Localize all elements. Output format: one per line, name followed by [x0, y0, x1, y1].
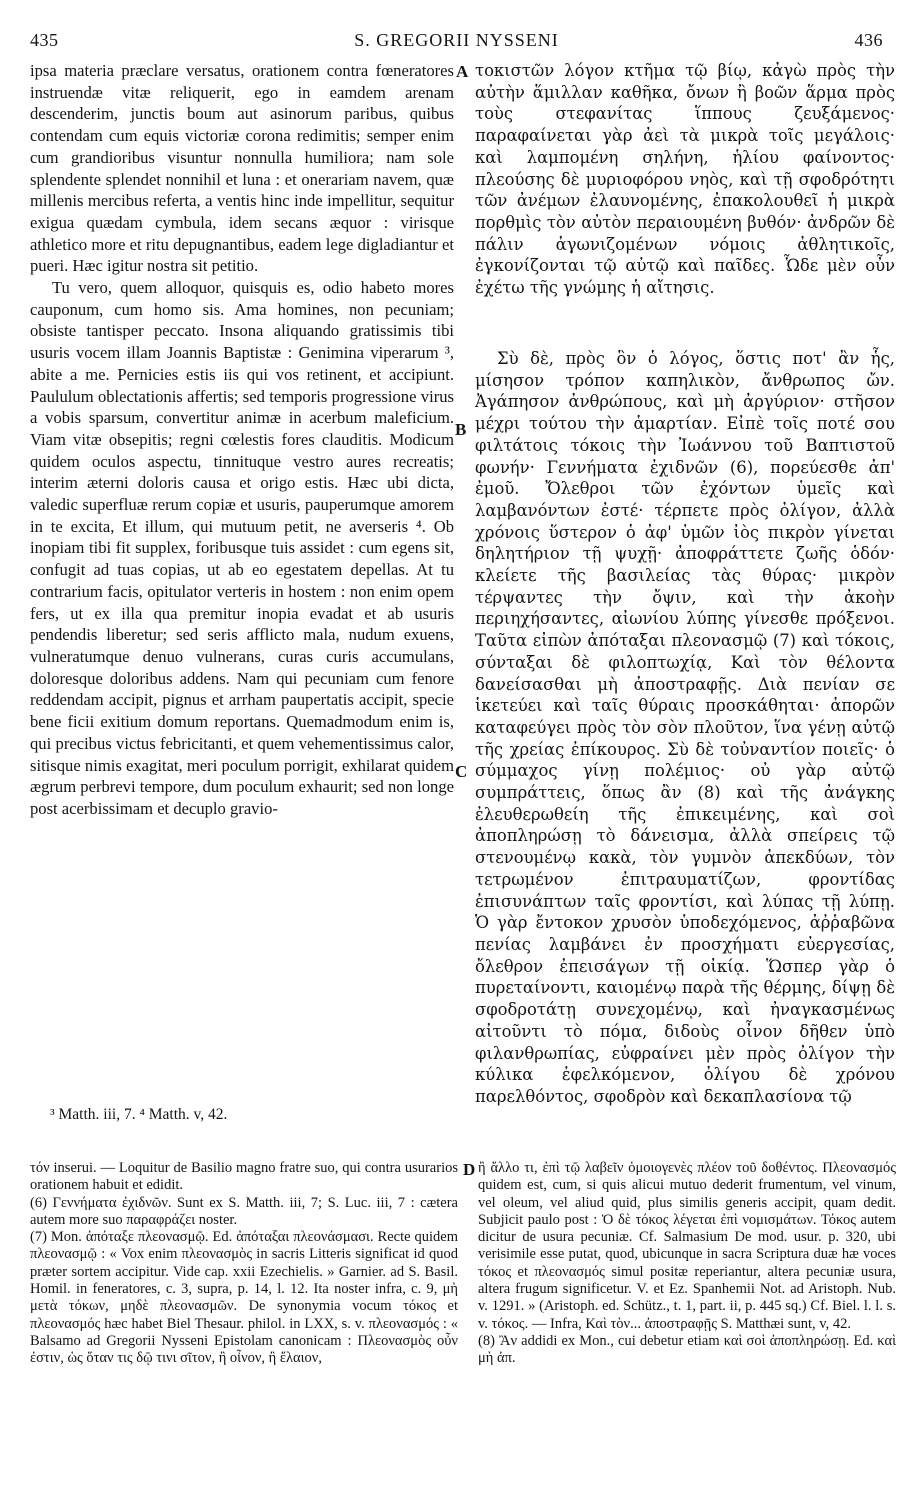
- latin-paragraph: ipsa materia præclare versatus, orationem contra fœneratores instruendæ vitæ reliquerit, ego in eamdem arenam descenderim, junctis boum aut asinorum paribus, quibus contendam cum equis victoriæ corona redimitis; semper enim cum grandioribus visuntur nonnulla humiliora; nam sole splendente splendet nonnihil et luna : et onerariam navem, quæ millenis mercibus referta, a ventis hinc inde impellitur, sequitur exigua quædam cymbula, idem secans æquor : virisque athletico more et ritu depugnantibus, eadem lege digladiantur et pueri. Hæc igitur nostra sit petitio.: [30, 61, 454, 276]
- running-title: S. GREGORII NYSSENI: [354, 30, 559, 50]
- margin-letter-c: C: [455, 762, 468, 781]
- notes-right-column: [478, 1160, 896, 1368]
- greek-column: [475, 60, 895, 299]
- margin-letter-b: B: [455, 420, 467, 439]
- latin-paragraph: Tu vero, quem alloquor, quisquis es, odio habeto mores cauponum, cum homo sis. Ama homines, non pecuniam; obsiste tantisper peccato. Insona aliquando gratissimis tibi usuris vocem illam Joannis Baptistæ : Genimina viperarum ³, abite a me. Pernicies estis iis qui vos retinent, et accipiunt. Paululum oblectationis affertis; sed temporis progressione virus a vobis sparsum, convertitur animæ in acerbum maleficium. Viam vitæ obsepitis; regni cœlestis fores clauditis. Modicum quidem oculos aspectu, tinnituque vestro aures recreatis; interim æterni doloris causa et origo estis. Hæc ubi dicta, valedic superfluæ rerum copiæ et usuris, pauperumque amorem in te excita, Et illum, qui mutuum petit, ne averseris ⁴. Ob inopiam tibi fit supplex, foribusque tuis assidet : cum egens sit, confugit ad tuas copias, ut ab eo egestatem depellas. At tu contrarium facis, opitulator verteris in hostem : non enim opem fers, ut ex illa qua premitur inopia evadat et ab usuris pendendis liberetur; sed seris afflicto mala, nudum exuens, vulneratumque denuo vulnerans, curas curis accumulans, doloresque doloribus addens. Nam qui pecuniam cum fenore reddendam accipit, pignus et arrham paupertatis accipit, specie bene ficii exitium domum reportans. Quemadmodum enim is, qui precibus victus febricitanti, et quem vehementissimus calor, sitisque nimis exagitat, meri poculum porrigit, exhilarat quidem ægrum perbrevi tempore, dum poculum exhaurit; sed non longe post acerbissimam et decuplo gravio-: [30, 278, 454, 818]
- page-number-right: 436: [854, 30, 883, 50]
- greek-paragraph: Σὺ δὲ, πρὸς ὃν ὁ λόγος, ὅστις ποτ' ἂν ἧς, μίσησον τρόπον καπηλικὸν, ἄνθρωπος ὤν. Ἀγάπησον ἀνθρώπους, καὶ μὴ ἀργύριον· στῆσον μέχρι τούτου τὴν ἁμαρτίαν. Εἰπὲ τοῖς ποτέ σου φιλτάτοις τόκοις τὴν Ἰωάννου τοῦ Βαπτιστοῦ φωνήν· Γεννήματα ἐχιδνῶν (6), πορεύεσθε ἀπ' ἐμοῦ. Ὄλεθροι τῶν ἐχόντων ὑμεῖς καὶ λαμβανόντων ἐστέ· τέρπετε πρὸς ὀλίγον, ἀλλὰ χρόνοις ὕστερον ὁ ἀφ' ὑμῶν ἰὸς πικρὸν γίνεται δηλητήριον τῇ ψυχῇ· ἀποφράττετε ζωῆς ὁδόν· κλείετε τῆς βασιλείας τὰς θύρας· μικρὸν τέρψαντες τὴν ὄψιν, καὶ τὴν ἀκοὴν περιηχήσαντες, αἰωνίου λύπης γίνεσθε πρόξενοι. Ταῦτα εἰπὼν ἀπόταξαι πλεονασμῷ (7) καὶ τόκοις, σύνταξαι δὲ φιλοπτωχίᾳ, Καὶ τὸν θέλοντα δανείσασθαι μὴ ἀποστραφῇς. Διὰ πενίαν σε ἱκετεύει καὶ ταῖς θύραις προσκάθηται· ἀπορῶν καταφεύγει πρὸς τὸν σὸν πλοῦτον, ἵνα γένῃ αὐτῷ τῆς χρείας ἐπίκουρος. Σὺ δὲ τοὐναντίον ποιεῖς· ὁ σύμμαχος γίνῃ πολέμιος· οὐ γὰρ αὐτῷ συμπράττεις, ὅπως ἂν (8) καὶ τῆς ἀνάγκης ἐλευθερωθείη τῆς ἐπικειμένης, καὶ σοὶ ἀποπληρώσῃ τὸ δάνεισμα, ἀλλὰ σπείρεις τῷ στενουμένῳ κακὰ, τὸν γυμνὸν ἀπεκδύων, τὸν τετρωμένον ἐπιτραυματίζων, φροντίδας ἐπισυνάπτων ταῖς φροντίσι, καὶ λύπας τῇ λύπῃ. Ὁ γὰρ ἔντοκον χρυσὸν ὑποδεχόμενος, ἀῤῥαβῶνα πενίας λαμβάνει ἐν προσχήματι εὐεργεσίας, ὄλεθρον ἐπεισάγων τῇ οἰκίᾳ. Ὥσπερ γὰρ ὁ πυρεταίνοντι, καιομένῳ παρὰ τῆς θέρμης, δίψῃ δὲ σφοδροτάτῃ συνεχομένῳ, καὶ ἠναγκασμένως αἰτοῦντι τὸ πόμα, διδοὺς οἶνον δῆθεν ὑπὸ φιλανθρωπίας, εὐφραίνει μὲν πρὸς ὀλίγον τὴν κύλικα ἐφελκόμενον, ὀλίγου δὲ χρόνου παρελθόντος, σφοδρὸν καὶ δεκαπλασίονα τῷ: [475, 349, 895, 1106]
- footnote-references: ³ Matth. iii, 7. ⁴ Matth. v, 42.: [50, 1106, 228, 1123]
- running-header: [30, 30, 883, 54]
- greek-paragraph: τοκιστῶν λόγον κτῆμα τῷ βίῳ, κἀγὼ πρὸς τὴν αὐτὴν ἅμιλλαν καθῆκα, ὄνων ἢ βοῶν ἅρμα πρὸς τοὺς στεφανίτας ἵππους ζευξάμενος· παραφαίνεται γὰρ ἀεὶ τὰ μικρὰ τοῖς μεγάλοις· καὶ λαμπομένη σηλήνη, ἡλίου φαίνοντος· πλεούσης δὲ μυριοφόρου νηὸς, καὶ τῇ σφοδρότητι τῶν ἀνέμων ἐλαυνομένης, ἐπακολουθεῖ ἡ μικρὰ πορθμὶς τὸν αὐτὸν περαιουμένη βυθόν· ἀνδρῶν δὲ πάλιν ἀγωνιζομένων νόμοις ἀθλητικοῖς, ἐγκονίζονται τῷ αὐτῷ καὶ παῖδες. Ὧδε μὲν οὖν ἐχέτω τῆς γνώμης ἡ αἴτησις.: [475, 61, 895, 298]
- margin-letter-a: A: [456, 62, 469, 81]
- note-paragraph: (7) Mon. ἀπόταξε πλεονασμῷ. Ed. ἀπόταξαι πλεονάσμασι. Recte quidem πλεονασμῷ : « Vox enim πλεονασμὸς in sacris Litteris significat id quod præter sortem accipitur. Vide cap. xxii Ezechielis. » Garnier. ad S. Basil. Homil. in feneratores, c. 3, supra, p. 14, l. 12. Ita noster infra, c. 9, μὴ μετὰ τόκων, μηδὲ πλεονασμῶν. De synonymia vocum τόκος et πλεονασμός hæc habet Biel Thesaur. philol. in LXX, s. v. πλεονασμός : « Balsamo ad Gregorii Nysseni Epistolam canonicam : Πλεονασμὸς οὖν ἐστιν, ὡς ὅταν τις δῷ τινι σῖτον, ἢ οἶνον, ἢ ἔλαιον,: [30, 1229, 458, 1367]
- notes-left-column: [30, 1160, 458, 1368]
- latin-column: [30, 60, 454, 820]
- note-paragraph: ἢ ἄλλο τι, ἐπὶ τῷ λαβεῖν ὁμοιογενὲς πλέον τοῦ δοθέντος. Πλεονασμός quidem est, cum, si quis alicui mutuo dederit frumentum, vel vinum, vel oleum, vel aliud quid, plus similis generis accipit, quam dedit. Subjicit paulo post : Ὁ δὲ τόκος λέγεται ἐπὶ νομισμάτων. Τόκος autem dicitur de usura pecuniæ. Cf. Salmasium De mod. usur. p. 320, ubi verisimile esse putat, quod, ubicunque in sacra Scriptura duæ hæ voces τόκος et πλεονασμός simul positæ reperiantur, altera pecuniæ usura, altera frugum significetur. V. et Ez. Spanhemii Not. ad Aristoph. Nub. v. 1291. » (Aristoph. ed. Schütz., t. 1, part. ii, p. 445 sq.) Cf. Biel. l. l. s. v. τόκος. — Infra, Καὶ τὸν... ἀποστραφῇς S. Matthæi sunt, v, 42.: [478, 1160, 896, 1332]
- note-paragraph: τόν inserui. — Loquitur de Basilio magno fratre suo, qui contra usurarios orationem habuit et edidit.: [30, 1160, 458, 1194]
- note-paragraph: (8) Ἂν addidi ex Mon., cui debetur etiam καὶ σοὶ ἀποπληρώσῃ. Ed. καὶ μὴ ἀπ.: [478, 1332, 896, 1367]
- margin-letter-d: D: [463, 1160, 476, 1179]
- greek-column-continued: [475, 348, 895, 1108]
- page-number-left: 435: [30, 30, 59, 50]
- note-paragraph: (6) Γεννήματα ἐχιδνῶν. Sunt ex S. Matth. iii, 7; S. Luc. iii, 7 : cætera autem more suo παραφράζει noster.: [30, 1194, 458, 1228]
